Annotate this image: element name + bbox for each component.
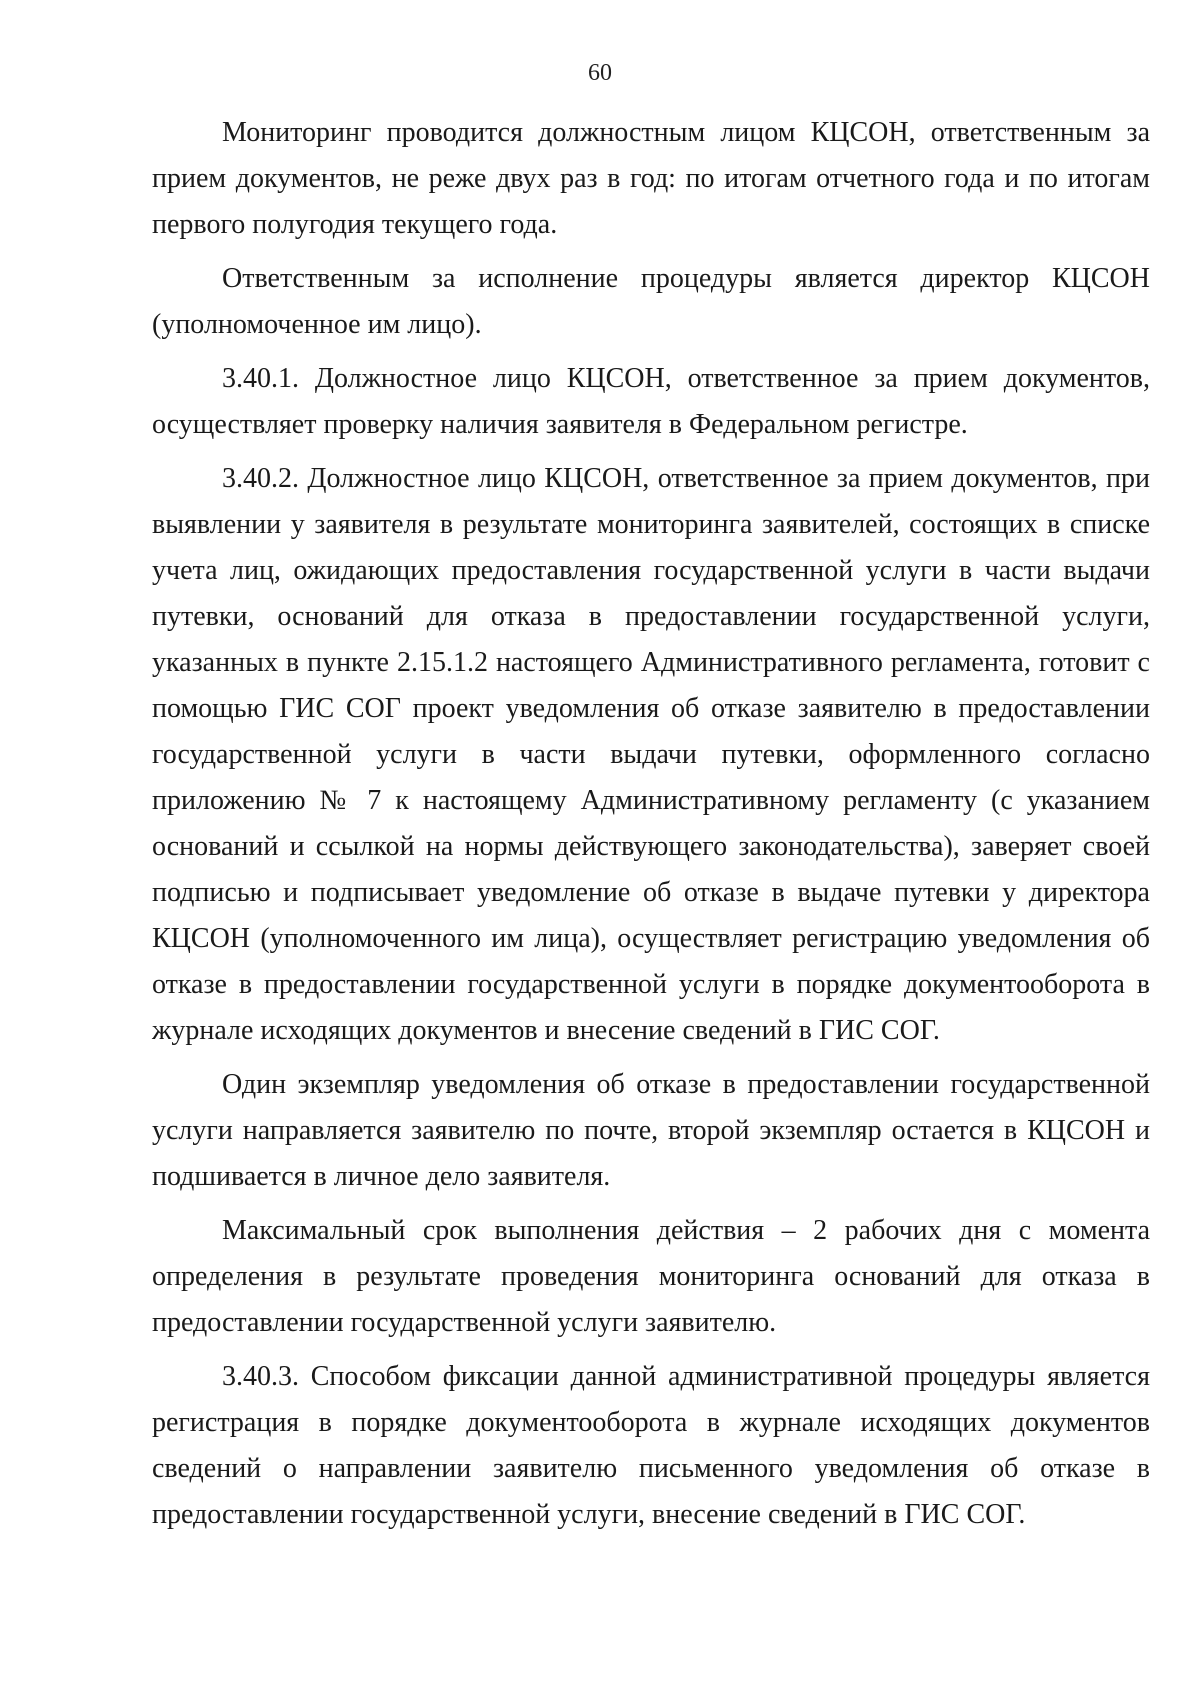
paragraph-3-40-1: 3.40.1. Должностное лицо КЦСОН, ответственное за прием документов, осуществляет проверку наличия заявителя в Федеральном регистре. — [152, 363, 1150, 440]
paragraph-responsible: Ответственным за исполнение процедуры является директор КЦСОН (уполномоченное им лицо). — [152, 263, 1150, 340]
paragraph-3-40-2: 3.40.2. Должностное лицо КЦСОН, ответственное за прием документов, при выявлении у заявителя в результате мониторинга заявителей, состоящих в списке учета лиц, ожидающих предоставления государственной услуги в части выдачи путевки, оснований для отказа в предоставлении государственной услуги, указанных в пункте 2.15.1.2 настоящего Административного регламента, готовит с помощью ГИС СОГ проект уведомления об отказе заявителю в предоставлении государственной услуги в части выдачи путевки, оформленного согласно приложению № 7 к настоящему Административному регламенту (с указанием оснований и ссылкой на нормы действующего законодательства), заверяет своей подписью и подписывает уведомление об отказе в выдаче путевки у директора КЦСОН (уполномоченного им лица), осуществляет регистрацию уведомления об отказе в предоставлении государственной услуги в порядке документооборота в журнале исходящих документов и внесение сведений в ГИС СОГ. — [152, 463, 1150, 1046]
paragraph-3-40-3: 3.40.3. Способом фиксации данной административной процедуры является регистрация в порядке документооборота в журнале исходящих документов сведений о направлении заявителю письменного уведомления об отказе в предоставлении государственной услуги, внесение сведений в ГИС СОГ. — [152, 1361, 1150, 1530]
paragraph-copy-distribution: Один экземпляр уведомления об отказе в предоставлении государственной услуги направляется заявителю по почте, второй экземпляр остается в КЦСОН и подшивается в личное дело заявителя. — [152, 1069, 1150, 1192]
page-number: 60 — [588, 60, 612, 86]
document-body — [152, 110, 1150, 1546]
paragraph-monitoring: Мониторинг проводится должностным лицом КЦСОН, ответственным за прием документов, не реже двух раз в год: по итогам отчетного года и по итогам первого полугодия текущего года. — [152, 117, 1150, 240]
paragraph-max-term: Максимальный срок выполнения действия – 2 рабочих дня с момента определения в результате проведения мониторинга оснований для отказа в предоставлении государственной услуги заявителю. — [152, 1215, 1150, 1338]
